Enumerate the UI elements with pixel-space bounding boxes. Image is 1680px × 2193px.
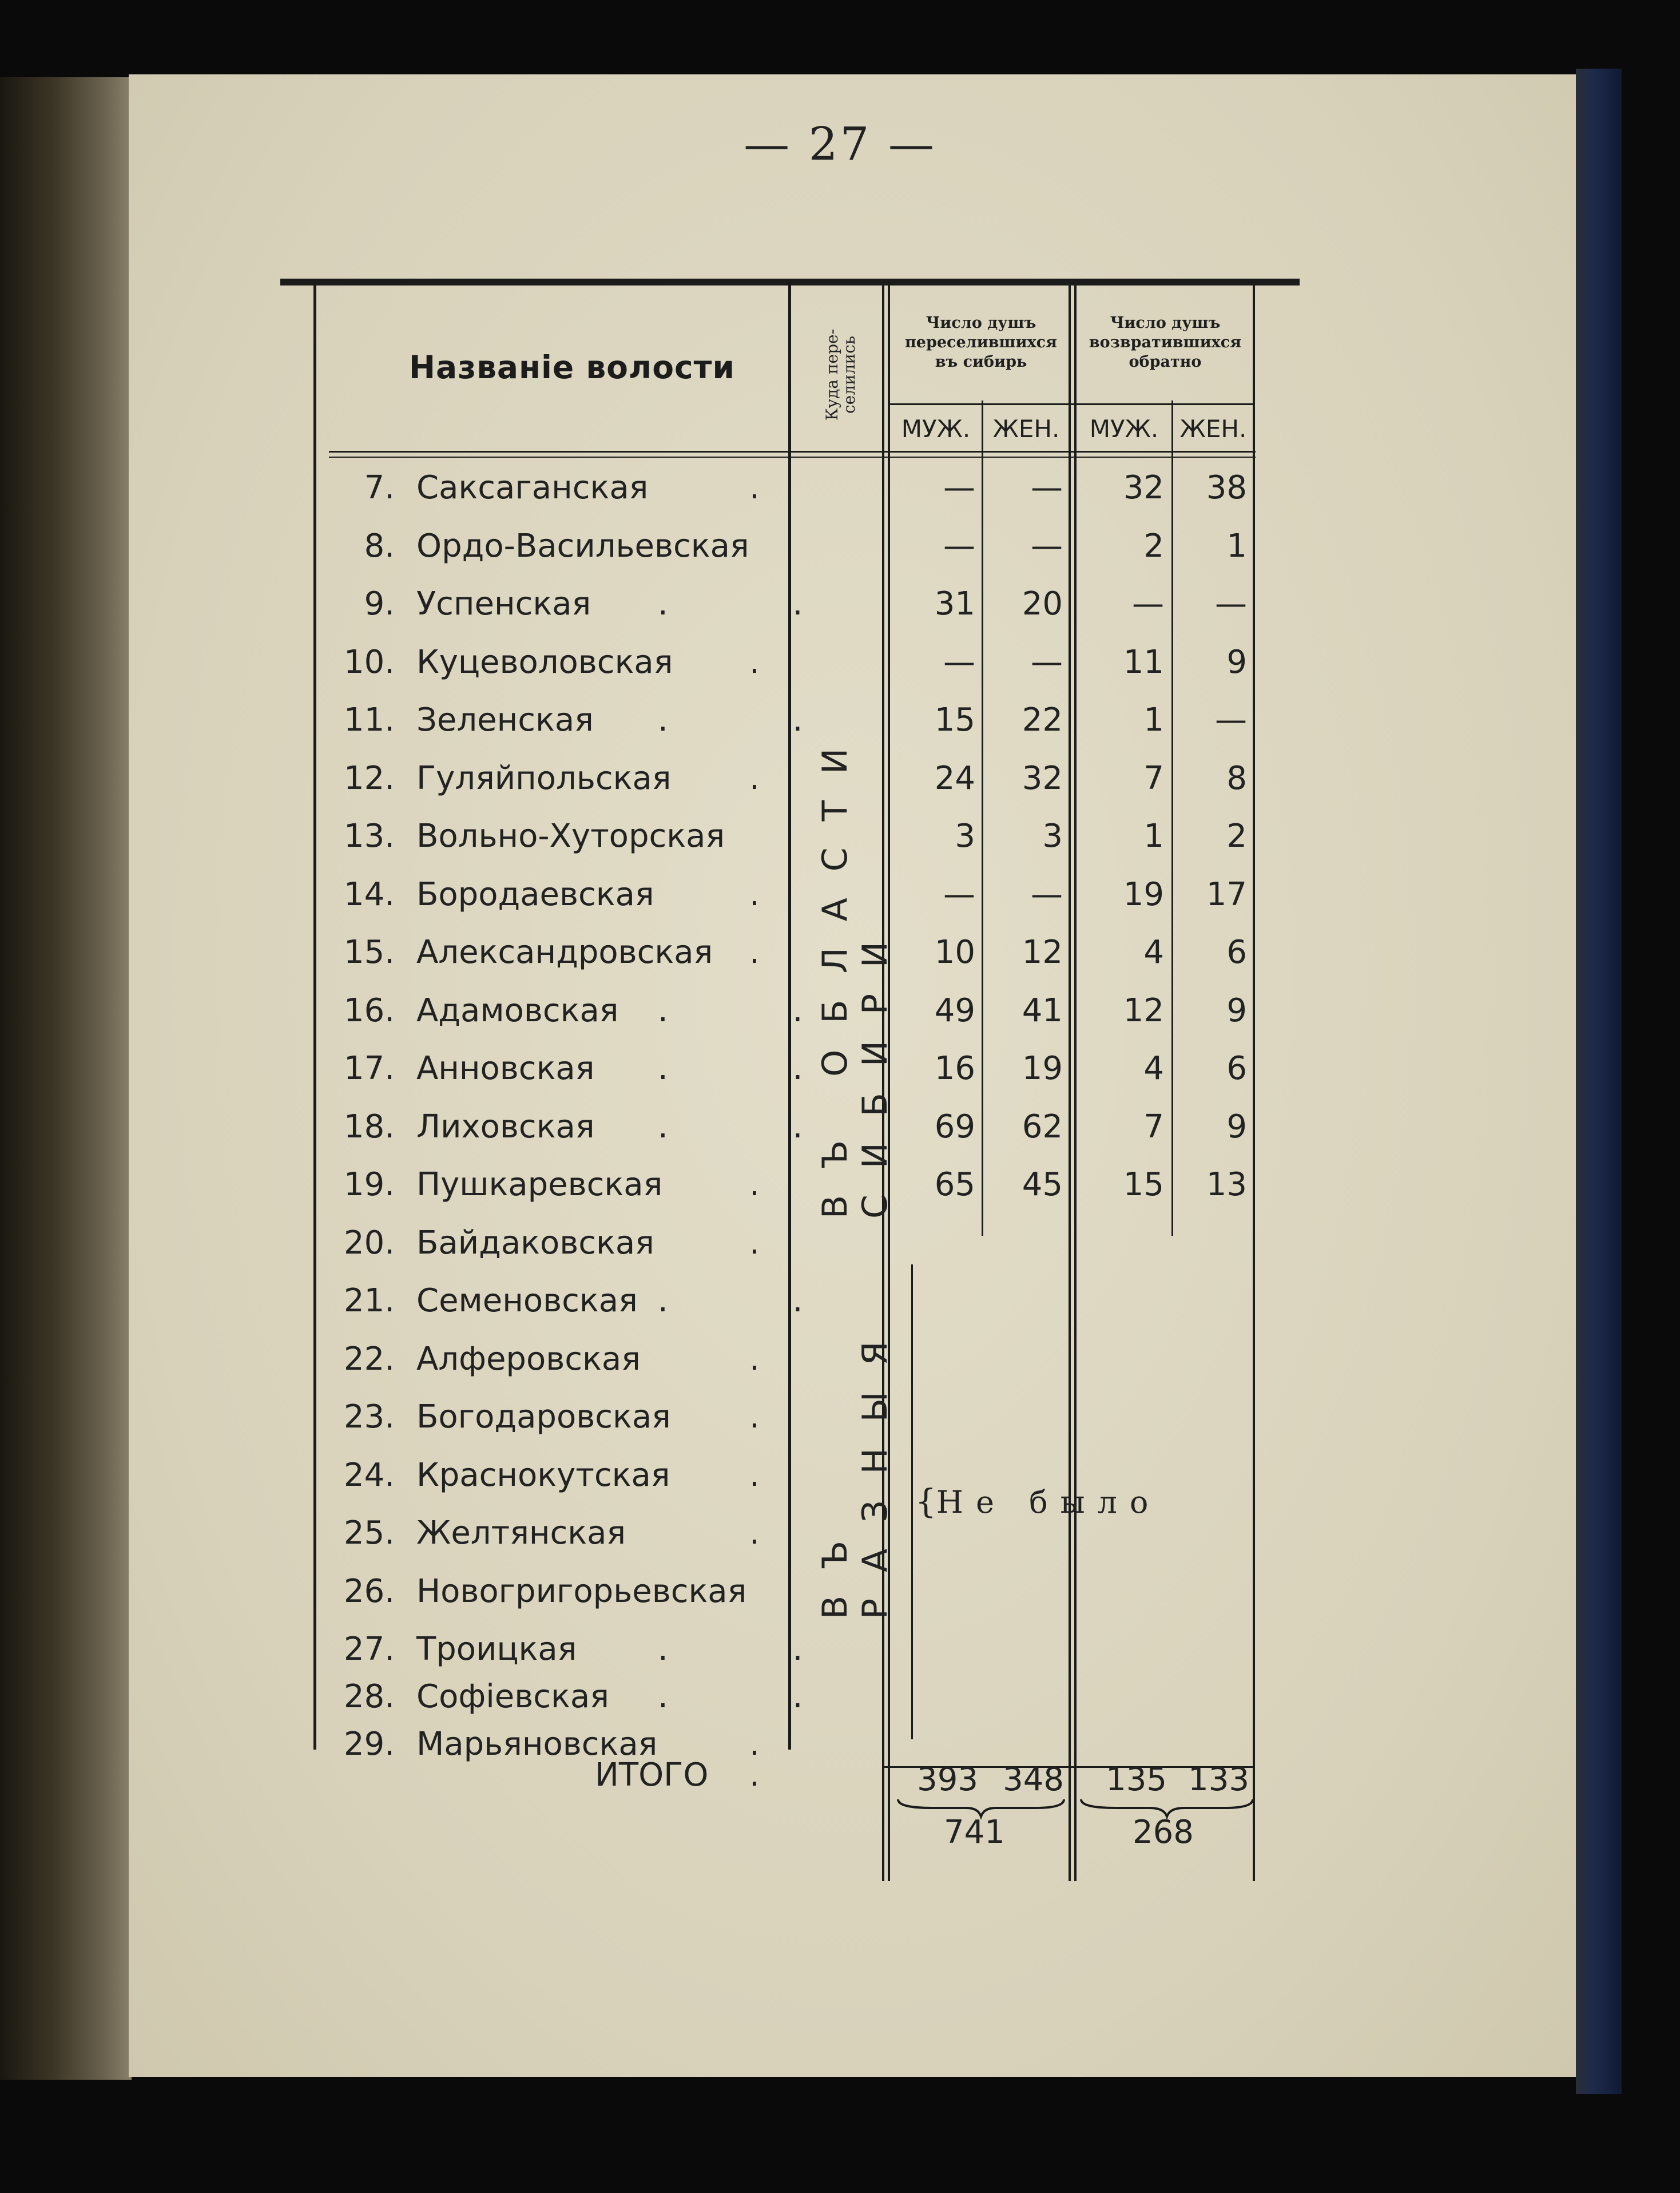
row-number: 13. <box>343 818 395 855</box>
row-dots: . <box>749 934 760 971</box>
row-dots: . . <box>658 992 860 1029</box>
row-returned-male: — <box>1132 585 1164 622</box>
row-settled-female: — <box>1031 875 1063 913</box>
row-settled-female: 41 <box>1022 992 1063 1029</box>
total-settled-male: 393 <box>917 1761 978 1798</box>
row-number: 19. <box>343 1166 395 1203</box>
col-line-settled-right <box>1069 285 1071 1881</box>
header-bottom-line2 <box>329 457 1256 458</box>
row-settled-male: 65 <box>934 1166 975 1203</box>
row-settled-female: 3 <box>1042 818 1063 855</box>
row-settled-male: 3 <box>955 818 975 855</box>
row-name: Пушкаревская <box>416 1166 663 1203</box>
vertical-label-various: ВЪ РАЗНЫЯ <box>815 1315 895 1619</box>
row-settled-female: 62 <box>1022 1108 1063 1145</box>
row-name: Троицкая <box>416 1631 577 1668</box>
row-settled-male: 16 <box>934 1050 975 1087</box>
row-name: Вольно-Хуторская <box>416 818 725 855</box>
row-returned-female: 2 <box>1226 818 1247 855</box>
row-dots: . <box>749 469 760 506</box>
header-settled-female: ЖЕН. <box>992 415 1060 443</box>
row-dots: . <box>749 1726 760 1763</box>
row-name: Гуляйпольская <box>416 759 672 797</box>
header-settled-line3: въ сибирь <box>935 353 1027 371</box>
row-settled-female: — <box>1031 469 1063 506</box>
row-returned-male: 4 <box>1143 934 1164 971</box>
row-settled-male: 49 <box>934 992 975 1029</box>
row-dots: . . <box>658 1282 860 1319</box>
row-name: Богодаровская <box>416 1398 671 1435</box>
header-settled-line2: переселившихся <box>905 334 1057 351</box>
row-number: 25. <box>343 1514 395 1552</box>
row-settled-female: 20 <box>1022 585 1063 622</box>
row-number: 18. <box>343 1108 395 1145</box>
row-returned-female: — <box>1215 585 1247 622</box>
row-dots: . <box>749 643 760 681</box>
row-name: Байдаковская <box>416 1224 654 1262</box>
row-name: Александровская <box>416 934 713 971</box>
row-returned-male: 11 <box>1123 643 1164 681</box>
total-dots: . <box>749 1756 760 1794</box>
row-settled-female: — <box>1031 527 1063 565</box>
col-line-left <box>313 285 316 1750</box>
header-name: Названіе волости <box>409 349 736 386</box>
row-dots: . <box>749 1456 760 1494</box>
row-returned-male: 4 <box>1143 1050 1164 1087</box>
row-number: 12. <box>343 759 395 797</box>
row-number: 22. <box>343 1340 395 1378</box>
row-number: 16. <box>343 992 395 1029</box>
row-settled-female: 19 <box>1022 1050 1063 1087</box>
row-returned-female: 6 <box>1226 934 1247 971</box>
book-spine-left <box>0 77 132 2080</box>
row-settled-male: — <box>943 875 975 913</box>
row-number: 29. <box>343 1726 395 1763</box>
row-returned-female: 9 <box>1226 1108 1247 1145</box>
row-dots: . <box>749 1514 760 1552</box>
header-settled-male: МУЖ. <box>901 415 971 443</box>
header-settled <box>889 314 1073 372</box>
row-dots: . <box>749 1340 760 1378</box>
row-dots: . . <box>658 1631 860 1668</box>
total-returned-female: 133 <box>1188 1761 1249 1798</box>
row-dots: . <box>749 875 760 913</box>
row-returned-male: 7 <box>1143 759 1164 797</box>
row-number: 17. <box>343 1050 395 1087</box>
row-number: 24. <box>343 1456 395 1494</box>
row-dots: . . <box>658 1050 860 1087</box>
row-returned-female: 38 <box>1206 469 1247 506</box>
total-returned-male: 135 <box>1106 1761 1167 1798</box>
total-label: ИТОГО <box>595 1756 709 1794</box>
row-dots: . . <box>658 701 860 739</box>
row-settled-male: 31 <box>934 585 975 622</box>
row-number: 11. <box>343 701 395 739</box>
row-returned-male: 1 <box>1143 701 1164 739</box>
row-settled-female: 32 <box>1022 759 1063 797</box>
row-number: 7. <box>364 469 395 506</box>
row-name: Марьяновская <box>416 1726 658 1763</box>
not-was-text: Не было <box>936 1484 1161 1520</box>
row-returned-female: 17 <box>1206 875 1247 913</box>
header-destination-line2: селились <box>840 335 859 414</box>
row-name: Адамовская <box>416 992 619 1029</box>
row-number: 27. <box>343 1631 395 1668</box>
row-dots: . <box>749 1224 760 1262</box>
row-settled-female: 22 <box>1022 701 1063 739</box>
header-returned-female: ЖЕН. <box>1179 415 1247 443</box>
row-name: Куцеволовская <box>416 643 673 681</box>
row-name: Софіевская <box>416 1678 609 1715</box>
row-dots: . . <box>658 1678 860 1715</box>
total-returned-sum: 268 <box>1133 1814 1194 1851</box>
row-number: 28. <box>343 1678 395 1715</box>
row-number: 8. <box>364 527 395 565</box>
brace-glyph: { <box>915 1482 936 1521</box>
col-line-settled-right2 <box>1074 285 1077 1881</box>
row-name: Желтянская <box>416 1514 626 1552</box>
row-returned-male: 7 <box>1143 1108 1164 1145</box>
row-settled-male: 10 <box>934 934 975 971</box>
row-name: Успенская <box>416 585 591 622</box>
row-returned-female: 1 <box>1226 527 1247 565</box>
row-dots: . <box>749 1398 760 1435</box>
header-returned <box>1077 314 1254 372</box>
row-returned-male: 1 <box>1143 818 1164 855</box>
header-destination <box>824 309 858 441</box>
total-braces <box>887 1797 1258 1819</box>
header-returned-line1: Число душъ <box>1110 314 1221 332</box>
row-returned-female: 6 <box>1226 1050 1247 1087</box>
row-name: Зеленская <box>416 701 594 739</box>
header-returned-male: МУЖ. <box>1089 415 1159 443</box>
row-number: 14. <box>343 875 395 913</box>
row-dots: . . <box>658 1108 860 1145</box>
header-returned-line2: возвратившихся <box>1089 334 1242 351</box>
row-returned-male: 15 <box>1123 1166 1164 1203</box>
col-line-rm-rf <box>1171 400 1173 1236</box>
row-name: Новогригорьевская <box>416 1572 747 1610</box>
row-returned-female: 8 <box>1226 759 1247 797</box>
row-number: 15. <box>343 934 395 971</box>
row-name: Краснокутская <box>416 1456 670 1494</box>
row-settled-male: 69 <box>934 1108 975 1145</box>
row-number: 23. <box>343 1398 395 1435</box>
row-name: Лиховская <box>416 1108 595 1145</box>
row-settled-female: 45 <box>1022 1166 1063 1203</box>
row-dots: . . <box>658 585 860 622</box>
row-settled-male: — <box>943 527 975 565</box>
page-number: — 27 — <box>744 117 936 170</box>
total-settled-female: 348 <box>1003 1761 1064 1798</box>
book-cover-right <box>1576 69 1622 2094</box>
row-name: Ордо-Васильевская <box>416 527 749 565</box>
not-was-label <box>915 1482 1161 1521</box>
header-settled-line1: Число душъ <box>926 314 1036 332</box>
row-number: 20. <box>343 1224 395 1262</box>
row-number: 21. <box>343 1282 395 1319</box>
row-settled-male: — <box>943 643 975 681</box>
col-line-right <box>1253 285 1255 1881</box>
row-returned-male: 12 <box>1123 992 1164 1029</box>
header-sub-line <box>888 403 1254 405</box>
row-settled-male: 15 <box>934 701 975 739</box>
row-number: 9. <box>364 585 395 622</box>
row-name: Семеновская <box>416 1282 638 1319</box>
row-name: Бородаевская <box>416 875 654 913</box>
row-dots: . <box>749 759 760 797</box>
table-top-rule-left <box>280 279 1300 285</box>
row-number: 10. <box>343 643 395 681</box>
brace-line <box>911 1264 913 1739</box>
row-name: Алферовская <box>416 1340 641 1378</box>
row-name: Анновская <box>416 1050 595 1087</box>
row-returned-male: 32 <box>1123 469 1164 506</box>
row-dots: . <box>749 1166 760 1203</box>
total-settled-sum: 741 <box>944 1814 1005 1851</box>
row-settled-male: 24 <box>934 759 975 797</box>
header-bottom-line <box>329 451 1256 453</box>
row-returned-female: 13 <box>1206 1166 1247 1203</box>
col-line-sm-sf <box>982 400 983 1236</box>
row-name: Саксаганская <box>416 469 649 506</box>
row-returned-female: 9 <box>1226 643 1247 681</box>
row-settled-male: — <box>943 469 975 506</box>
header-destination-line1: Куда пере- <box>823 328 841 421</box>
row-returned-female: — <box>1215 701 1247 739</box>
vertical-label-siberia: ВЪ ОБЛАСТИ СИБИРИ <box>815 721 895 1219</box>
header-returned-line3: обратно <box>1129 353 1202 371</box>
row-settled-female: — <box>1031 643 1063 681</box>
row-number: 26. <box>343 1572 395 1610</box>
row-returned-male: 19 <box>1123 875 1164 913</box>
row-returned-male: 2 <box>1143 527 1164 565</box>
row-settled-female: 12 <box>1022 934 1063 971</box>
row-returned-female: 9 <box>1226 992 1247 1029</box>
